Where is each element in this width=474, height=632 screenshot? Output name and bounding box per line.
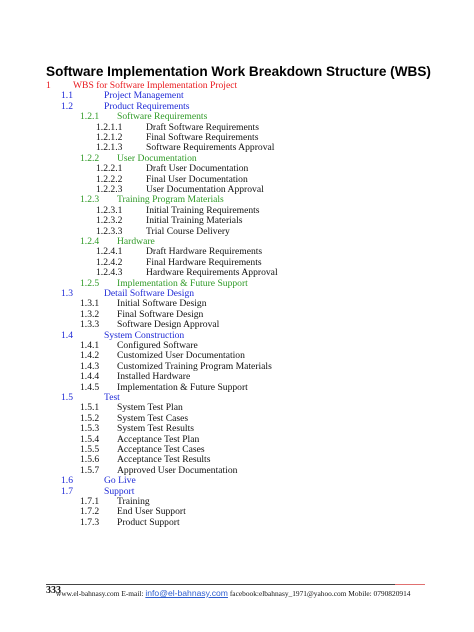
wbs-item-label: Implementation & Future Support (117, 381, 248, 393)
wbs-item-label: Final User Documentation (146, 173, 248, 185)
wbs-item-number: 1.2 (61, 100, 73, 112)
wbs-item-label: WBS for Software Implementation Project (73, 80, 238, 91)
wbs-item-label: Final Software Requirements (146, 132, 259, 143)
wbs-item-number: 1.3.1 (80, 298, 100, 310)
wbs-item-label: End User Support (117, 506, 186, 518)
wbs-item-number: 1.5.7 (80, 464, 100, 476)
wbs-item-label: System Test Results (117, 423, 194, 435)
wbs-item-number: 1.2.1.3 (96, 142, 123, 154)
page-number: 333 (46, 585, 61, 596)
wbs-item-label: System Test Plan (117, 402, 183, 414)
wbs-item-label: Acceptance Test Results (117, 454, 211, 466)
wbs-item-number: 1 (46, 80, 51, 91)
wbs-item-label: Final Hardware Requirements (146, 256, 262, 268)
wbs-item-label: Trial Course Delivery (146, 225, 230, 237)
wbs-item-label: User Documentation (117, 152, 197, 164)
wbs-item-number: 1.7.1 (80, 496, 100, 507)
wbs-item-number: 1.2.4.3 (96, 267, 123, 279)
wbs-item-number: 1.2.1.1 (96, 121, 123, 133)
wbs-item-label: Customized Training Program Materials (117, 360, 272, 372)
wbs-item-label: Training Program Materials (117, 194, 224, 206)
footer-contact: facebook:elbahnasy_1971@yahoo.com Mobile: 0790820914 (229, 589, 411, 598)
wbs-item-number: 1.5.6 (80, 454, 100, 466)
wbs-item-number: 1.2.2.2 (96, 173, 123, 185)
wbs-item-label: Draft Software Requirements (146, 121, 259, 133)
wbs-item-label: Go Live (104, 475, 136, 487)
wbs-item-label: Software Requirements (117, 111, 208, 123)
wbs-item-number: 1.2.3 (80, 194, 100, 206)
wbs-item-number: 1.6 (61, 475, 73, 487)
wbs-item-label: Draft Hardware Requirements (146, 246, 263, 258)
wbs-item-label: Initial Training Requirements (146, 204, 260, 216)
wbs-item-number: 1.4.2 (80, 350, 100, 362)
wbs-item-number: 1.4.4 (80, 371, 100, 383)
wbs-item-number: 1.2.3.1 (96, 204, 123, 216)
wbs-item-label: Acceptance Test Plan (117, 433, 200, 445)
wbs-item-label: Support (104, 485, 135, 497)
wbs-item-label: User Documentation Approval (146, 184, 264, 195)
footer-divider (46, 584, 424, 585)
wbs-item-label: Hardware (117, 236, 155, 247)
wbs-item-number: 1.2.1.2 (96, 132, 123, 143)
footer-divider-accent (395, 584, 425, 585)
wbs-item-label: Initial Training Materials (146, 215, 243, 227)
wbs-item-number: 1.2.2 (80, 152, 100, 164)
wbs-item-label: System Construction (104, 329, 185, 341)
wbs-item-number: 1.5.2 (80, 412, 100, 424)
wbs-item-number: 1.4.1 (80, 340, 100, 351)
wbs-item-label: Customized User Documentation (117, 350, 245, 362)
wbs-item-number: 1.5.4 (80, 433, 100, 445)
wbs-item-label: Hardware Requirements Approval (146, 267, 278, 279)
wbs-item-number: 1.7.3 (80, 516, 100, 528)
wbs-item-label: Configured Software (117, 340, 198, 351)
wbs-item-label: Draft User Documentation (146, 163, 249, 175)
wbs-item-number: 1.7.2 (80, 506, 100, 518)
wbs-item-label: Software Design Approval (117, 319, 220, 331)
wbs-item-label: Software Requirements Approval (146, 142, 275, 154)
wbs-item-label: Project Management (104, 90, 184, 102)
wbs-item-number: 1.2.5 (80, 277, 100, 289)
wbs-item-number: 1.2.3.2 (96, 215, 123, 227)
wbs-item-number: 1.3 (61, 288, 73, 299)
wbs-item-number: 1.2.4.2 (96, 256, 123, 268)
wbs-item-number: 1.3.3 (80, 319, 100, 331)
wbs-item-label: Training (117, 496, 150, 507)
document-title: Software Implementation Work Breakdown Structure (WBS) (46, 64, 431, 79)
wbs-item-label: Approved User Documentation (117, 464, 238, 476)
wbs-item-label: Acceptance Test Cases (117, 444, 205, 455)
wbs-item-number: 1.4.3 (80, 360, 100, 372)
wbs-item-label: Test (104, 392, 120, 403)
wbs-item-label: Implementation & Future Support (117, 277, 248, 289)
wbs-item-number: 1.5 (61, 392, 73, 403)
wbs-item-number: 1.2.4 (80, 236, 100, 247)
footer-website: www.el-bahnasy.com E-mail: (56, 589, 144, 598)
wbs-item-number: 1.2.3.3 (96, 225, 123, 237)
wbs-item-number: 1.1 (61, 90, 73, 102)
wbs-item-number: 1.7 (61, 485, 73, 497)
footer-email-link[interactable]: info@el-bahnasy.com (145, 588, 228, 598)
wbs-item-label: Product Support (117, 516, 180, 528)
wbs-item-label: Product Requirements (104, 100, 190, 112)
wbs-item-number: 1.5.5 (80, 444, 100, 455)
wbs-item-label: Initial Software Design (117, 298, 207, 310)
wbs-item-label: Detail Software Design (104, 288, 195, 299)
wbs-item-number: 1.2.2.3 (96, 184, 123, 195)
wbs-item-number: 1.4.5 (80, 381, 100, 393)
wbs-item-label: Final Software Design (117, 308, 204, 320)
wbs-item-number: 1.3.2 (80, 308, 100, 320)
wbs-item-number: 1.5.3 (80, 423, 100, 435)
wbs-item-number: 1.2.2.1 (96, 163, 123, 175)
wbs-item-number: 1.2.4.1 (96, 246, 123, 258)
wbs-item-number: 1.4 (61, 329, 73, 341)
wbs-item-number: 1.5.1 (80, 402, 100, 414)
wbs-item-number: 1.2.1 (80, 111, 100, 123)
wbs-item-label: System Test Cases (117, 412, 189, 424)
wbs-item-label: Installed Hardware (117, 371, 191, 383)
